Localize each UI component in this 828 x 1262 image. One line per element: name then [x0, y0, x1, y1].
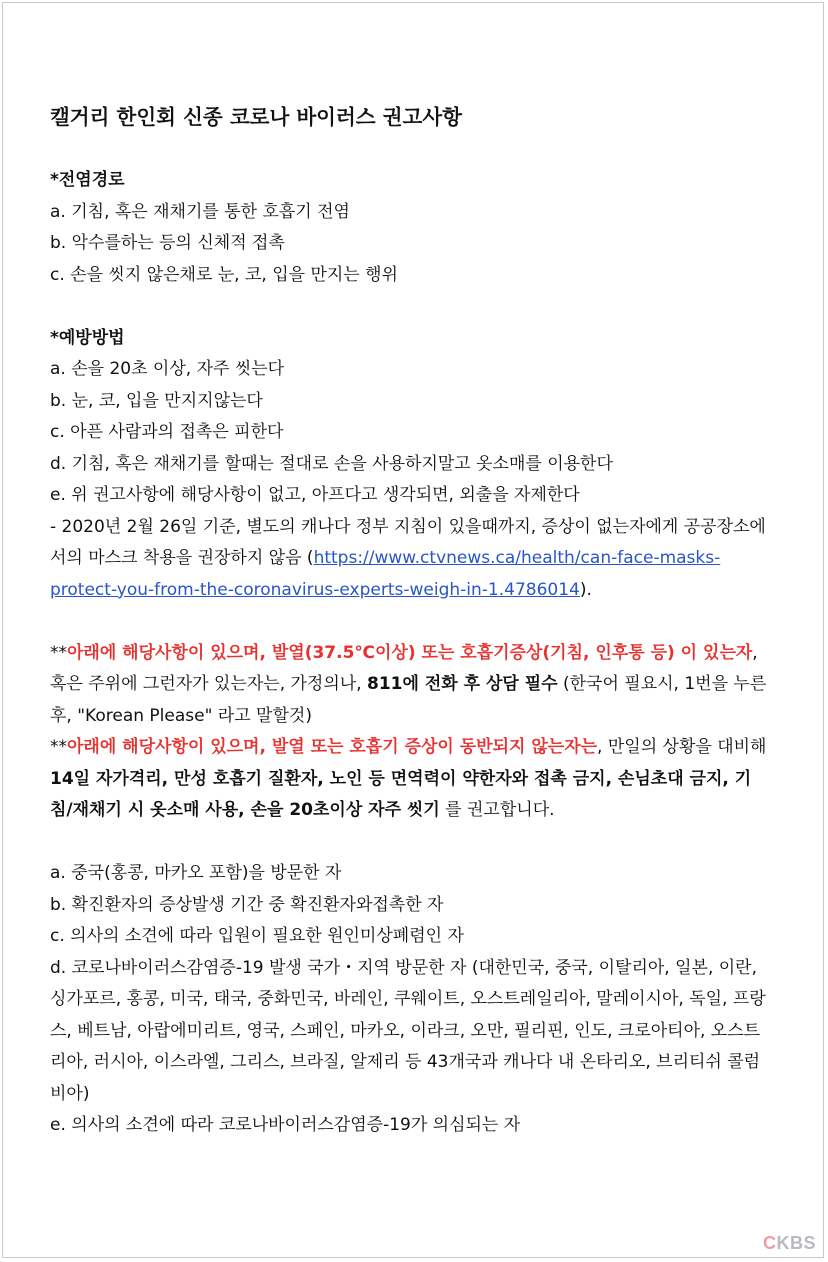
prevention-item-c: c. 아픈 사람과의 접촉은 피한다	[50, 422, 284, 442]
notice-1-bold-text: 811에 전화 후 상담 필수	[367, 674, 558, 694]
notice-2-stars: **	[50, 737, 67, 757]
watermark-kbs: KBS	[776, 1233, 816, 1253]
notice-2-bold-text: 14일 자가격리, 만성 호흡기 질환자, 노인 등 면역력이 약한자와 접촉 금지, 손님초대 금지, 기침/재채기 시 옷소매 사용, 손을 20초이상 자주 씻기	[50, 768, 752, 820]
criteria-item-b: b. 확진환자의 증상발생 기간 중 확진환자와접촉한 자	[50, 894, 444, 915]
notice-1-stars: **	[50, 642, 67, 663]
criteria-item-a: a. 중국(홍콩, 마카오 포함)을 방문한 자	[50, 863, 342, 883]
prevention-item-d: d. 기침, 혹은 재채기를 할때는 절대로 손을 사용하지말고 옷소매를 이용한다	[50, 453, 613, 474]
mask-note-suffix: ).	[579, 579, 592, 600]
document-body	[50, 100, 770, 1142]
notice-2-text-1: , 만일의 상황을 대비해	[597, 737, 767, 757]
prevention-item-a: a. 손을 20초 이상, 자주 씻는다	[50, 359, 285, 379]
watermark-c: C	[762, 1233, 777, 1253]
criteria-item-c: c. 의사의 소견에 따라 입원이 필요한 원인미상폐렴인 자	[50, 926, 464, 946]
transmission-item-a: a. 기침, 혹은 재채기를 통한 호흡기 전염	[50, 201, 350, 222]
transmission-item-c: c. 손을 씻지 않은채로 눈, 코, 입을 만지는 행위	[50, 264, 398, 285]
mask-note	[50, 512, 770, 607]
notice-1-text-1: , 혹은 주위에 그런자가 있는자는, 가정의나,	[50, 642, 758, 694]
criteria-item-e: e. 의사의 소견에 따라 코로나바이러스감염증-19가 의심되는 자	[50, 1115, 521, 1135]
transmission-item-b: b. 악수를하는 등의 신체적 접촉	[50, 233, 285, 253]
notice-1-red-text: 아래에 해당사항이 있으며, 발열(37.5℃이상) 또는 호흡기증상(기침, 인후통 등) 이 있는자	[67, 642, 753, 663]
notice-2-red-text: 아래에 해당사항이 있으며, 발열 또는 호흡기 증상이 동반되지 않는자는	[67, 737, 598, 757]
notice-1-text-2: (한국어 필요시, 1번을 누른 후, "Korean Please" 라고 말할것)	[50, 674, 767, 726]
kbs-watermark-logo	[763, 1233, 816, 1254]
ctvnews-link[interactable]: https://www.ctvnews.ca/health/can-face-masks-protect-you-from-the-coronavirus-experts-weigh-in-1.4786014	[50, 548, 721, 600]
criteria-item-d: d. 코로나바이러스감염증-19 발생 국가・지역 방문한 자 (대한민국, 중국, 이탈리아, 일본, 이란, 싱가포르, 홍콩, 미국, 태국, 중화민국, 바레인, 쿠웨이트, 오스트레일리아, 말레이시아, 독일, 프랑스, 베트남, 아랍에미리트, 영국, 스페인, 마카오, 이라크, 오만, 필리핀, 인도, 크로아티아, 오스트리아, 러시아, 이스라엘, 그리스, 브라질, 알제리 등 43개국과 캐나다 내 온타리오, 브리티쉬 콜럼비아)	[50, 957, 766, 1104]
prevention-heading: *예방방법	[50, 327, 125, 348]
notice-asymptomatic	[50, 732, 770, 827]
prevention-item-b: b. 눈, 코, 입을 만지지않는다	[50, 390, 263, 411]
page-title: 캘거리 한인회 신종 코로나 바이러스 권고사항	[50, 105, 462, 129]
prevention-item-e: e. 위 권고사항에 해당사항이 없고, 아프다고 생각되면, 외출을 자제한다	[50, 485, 580, 505]
transmission-heading: *전염경로	[50, 170, 125, 190]
notice-symptomatic	[50, 638, 770, 733]
mask-note-prefix: - 2020년 2월 26일 기준, 별도의 캐나다 정부 지침이 있을때까지, 증상이 없는자에게 공공장소에서의 마스크 착용을 권장하지 않음 (	[50, 516, 766, 568]
notice-2-text-2: 를 권고합니다.	[439, 800, 555, 820]
